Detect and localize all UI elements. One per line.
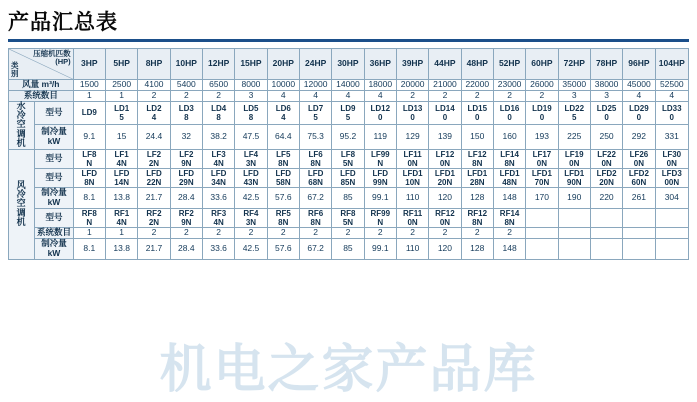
hp-column-header: 44HP	[429, 49, 461, 80]
model-cell: LF2 9N	[170, 149, 202, 168]
model-cell: LF1 4N	[105, 149, 137, 168]
table-cell	[590, 228, 622, 239]
model-cell: LF14 8N	[493, 149, 525, 168]
table-cell: 85	[332, 188, 364, 209]
hp-column-header: 52HP	[493, 49, 525, 80]
table-cell	[590, 239, 622, 260]
table-cell: 2	[429, 228, 461, 239]
model-cell: LF4 3N	[235, 149, 267, 168]
table-cell: 2	[138, 90, 170, 101]
model-cell	[558, 209, 590, 228]
model-cell: LF11 0N	[396, 149, 428, 168]
table-cell: 21000	[429, 80, 461, 91]
table-cell: 5400	[170, 80, 202, 91]
table-cell: 250	[590, 124, 622, 149]
model-cell: LD1 5	[105, 101, 137, 124]
model-cell: LF8 5N	[332, 149, 364, 168]
table-cell: 21.7	[138, 188, 170, 209]
model-cell: LD9 5	[332, 101, 364, 124]
row-label: 风量 m³/h	[9, 80, 74, 91]
table-cell: 38.2	[202, 124, 234, 149]
model-cell: LD29 0	[623, 101, 655, 124]
table-cell: 2	[461, 228, 493, 239]
model-cell: LD15 0	[461, 101, 493, 124]
model-cell: LF99 N	[364, 149, 396, 168]
table-cell: 2	[429, 90, 461, 101]
model-cell: RF12 0N	[429, 209, 461, 228]
table-cell: 52500	[655, 80, 688, 91]
table-cell: 3	[235, 90, 267, 101]
table-cell: 57.6	[267, 239, 299, 260]
table-cell: 13.8	[105, 239, 137, 260]
model-cell: LD9	[73, 101, 105, 124]
table-cell: 119	[364, 124, 396, 149]
table-cell: 2	[138, 228, 170, 239]
row-label: 系统数目	[9, 90, 74, 101]
table-cell: 2	[202, 228, 234, 239]
table-cell: 12000	[299, 80, 331, 91]
sub-row-label: 型号	[35, 101, 73, 124]
table-cell: 2	[170, 228, 202, 239]
model-cell: LFD1 20N	[429, 169, 461, 188]
table-cell: 9.1	[73, 124, 105, 149]
hp-column-header: 39HP	[396, 49, 428, 80]
model-cell: LFD1 48N	[493, 169, 525, 188]
table-cell: 67.2	[299, 188, 331, 209]
table-cell: 331	[655, 124, 688, 149]
corner-top-label: 压缩机匹数 (HP)	[33, 49, 71, 67]
table-cell	[526, 228, 558, 239]
table-cell: 33.6	[202, 239, 234, 260]
table-corner-header	[9, 49, 74, 80]
table-cell: 64.4	[267, 124, 299, 149]
table-cell: 99.1	[364, 239, 396, 260]
model-cell: LF12 0N	[429, 149, 461, 168]
model-cell: LF6 8N	[299, 149, 331, 168]
model-cell: RF12 8N	[461, 209, 493, 228]
model-cell: LFD2 20N	[590, 169, 622, 188]
table-cell: 32	[170, 124, 202, 149]
group-label: 水 冷 空 调 机	[9, 101, 35, 149]
sub-row-label: 制冷量 kW	[35, 124, 73, 149]
model-cell: RF14 8N	[493, 209, 525, 228]
model-cell	[623, 209, 655, 228]
table-cell: 15	[105, 124, 137, 149]
model-cell: LF22 0N	[590, 149, 622, 168]
hp-column-header: 78HP	[590, 49, 622, 80]
sub-row-label: 制冷量 kW	[35, 188, 73, 209]
table-cell	[655, 239, 688, 260]
model-cell	[590, 209, 622, 228]
table-cell: 160	[493, 124, 525, 149]
model-cell: RF99 N	[364, 209, 396, 228]
model-cell: RF4 3N	[235, 209, 267, 228]
hp-column-header: 3HP	[73, 49, 105, 80]
model-cell	[526, 209, 558, 228]
table-cell: 128	[461, 239, 493, 260]
model-cell: RF2 9N	[170, 209, 202, 228]
table-cell: 225	[558, 124, 590, 149]
table-cell: 2	[396, 90, 428, 101]
table-cell: 2	[364, 228, 396, 239]
hp-column-header: 96HP	[623, 49, 655, 80]
table-cell: 35000	[558, 80, 590, 91]
table-cell: 4	[267, 90, 299, 101]
model-cell: LFD3 00N	[655, 169, 688, 188]
model-cell: LD4 8	[202, 101, 234, 124]
group-label: 风 冷 空 调 机	[9, 149, 35, 259]
model-cell: LD5 8	[235, 101, 267, 124]
hp-column-header: 24HP	[299, 49, 331, 80]
model-cell: LF30 0N	[655, 149, 688, 168]
watermark: 机电之家产品库	[159, 341, 538, 399]
model-cell: LF3 4N	[202, 149, 234, 168]
table-cell: 292	[623, 124, 655, 149]
table-cell: 75.3	[299, 124, 331, 149]
table-cell: 1500	[73, 80, 105, 91]
sub-row-label: 型号	[35, 209, 73, 228]
model-cell: RF8 5N	[332, 209, 364, 228]
table-cell: 2	[267, 228, 299, 239]
model-cell: LD3 8	[170, 101, 202, 124]
table-cell: 85	[332, 239, 364, 260]
table-cell: 8.1	[73, 239, 105, 260]
model-cell: LD13 0	[396, 101, 428, 124]
table-cell: 3	[558, 90, 590, 101]
table-cell: 2	[526, 90, 558, 101]
model-cell: LFD 14N	[105, 169, 137, 188]
model-cell: LFD 99N	[364, 169, 396, 188]
table-cell: 2	[170, 90, 202, 101]
corner-bottom-label: 类 别	[11, 60, 19, 78]
table-cell: 1	[105, 90, 137, 101]
model-cell: LD33 0	[655, 101, 688, 124]
model-cell: LFD2 60N	[623, 169, 655, 188]
hp-column-header: 8HP	[138, 49, 170, 80]
table-cell: 2	[299, 228, 331, 239]
sub-row-label: 系统数目	[35, 228, 73, 239]
table-cell: 110	[396, 188, 428, 209]
model-cell: LFD1 28N	[461, 169, 493, 188]
table-cell: 1	[73, 90, 105, 101]
model-cell: LFD 68N	[299, 169, 331, 188]
hp-column-header: 72HP	[558, 49, 590, 80]
table-cell: 18000	[364, 80, 396, 91]
model-cell	[655, 209, 688, 228]
table-cell: 4	[299, 90, 331, 101]
model-cell: LF5 8N	[267, 149, 299, 168]
model-cell: LFD1 90N	[558, 169, 590, 188]
table-cell	[623, 239, 655, 260]
table-cell: 220	[590, 188, 622, 209]
model-cell: LFD 34N	[202, 169, 234, 188]
model-cell: LD19 0	[526, 101, 558, 124]
table-cell: 170	[526, 188, 558, 209]
table-cell: 38000	[590, 80, 622, 91]
table-cell	[558, 228, 590, 239]
table-cell: 8000	[235, 80, 267, 91]
hp-column-header: 48HP	[461, 49, 493, 80]
table-cell: 57.6	[267, 188, 299, 209]
table-cell: 22000	[461, 80, 493, 91]
table-cell: 24.4	[138, 124, 170, 149]
table-cell: 42.5	[235, 239, 267, 260]
table-cell: 190	[558, 188, 590, 209]
hp-column-header: 36HP	[364, 49, 396, 80]
model-cell: LF17 0N	[526, 149, 558, 168]
model-cell: LF8 N	[73, 149, 105, 168]
table-cell	[623, 228, 655, 239]
model-cell: LD12 0	[364, 101, 396, 124]
model-cell: LFD 29N	[170, 169, 202, 188]
model-cell: LFD 58N	[267, 169, 299, 188]
model-cell: LD16 0	[493, 101, 525, 124]
table-cell: 148	[493, 188, 525, 209]
table-cell: 8.1	[73, 188, 105, 209]
model-cell: RF1 4N	[105, 209, 137, 228]
table-cell: 193	[526, 124, 558, 149]
table-cell: 47.5	[235, 124, 267, 149]
model-cell: LFD1 10N	[396, 169, 428, 188]
model-cell: LD22 5	[558, 101, 590, 124]
model-cell: RF3 4N	[202, 209, 234, 228]
table-cell: 120	[429, 188, 461, 209]
hp-column-header: 20HP	[267, 49, 299, 80]
table-cell: 95.2	[332, 124, 364, 149]
model-cell: LF26 0N	[623, 149, 655, 168]
table-cell: 4100	[138, 80, 170, 91]
model-cell: RF5 8N	[267, 209, 299, 228]
model-cell: LD7 5	[299, 101, 331, 124]
table-cell: 148	[493, 239, 525, 260]
table-cell: 4	[364, 90, 396, 101]
model-cell: LFD 22N	[138, 169, 170, 188]
table-cell: 28.4	[170, 188, 202, 209]
table-cell: 261	[623, 188, 655, 209]
table-cell: 33.6	[202, 188, 234, 209]
table-cell: 23000	[493, 80, 525, 91]
hp-column-header: 12HP	[202, 49, 234, 80]
model-cell: LF12 8N	[461, 149, 493, 168]
table-cell	[655, 228, 688, 239]
model-cell: LF2 2N	[138, 149, 170, 168]
hp-column-header: 104HP	[655, 49, 688, 80]
hp-column-header: 10HP	[170, 49, 202, 80]
table-cell	[526, 239, 558, 260]
hp-column-header: 30HP	[332, 49, 364, 80]
table-cell: 1	[105, 228, 137, 239]
model-cell: LD6 4	[267, 101, 299, 124]
table-cell: 2	[396, 228, 428, 239]
table-cell: 110	[396, 239, 428, 260]
table-cell: 2	[493, 228, 525, 239]
model-cell: LFD 43N	[235, 169, 267, 188]
table-cell	[558, 239, 590, 260]
table-cell: 120	[429, 239, 461, 260]
sub-row-label: 型号	[35, 149, 73, 168]
hp-column-header: 60HP	[526, 49, 558, 80]
model-cell: LFD 8N	[73, 169, 105, 188]
table-cell: 1	[73, 228, 105, 239]
model-cell: RF11 0N	[396, 209, 428, 228]
hp-column-header: 15HP	[235, 49, 267, 80]
page-title: 产品汇总表	[8, 11, 118, 34]
table-cell: 21.7	[138, 239, 170, 260]
table-cell: 26000	[526, 80, 558, 91]
sub-row-label: 制冷量 kW	[35, 239, 73, 260]
table-cell: 4	[623, 90, 655, 101]
table-cell: 304	[655, 188, 688, 209]
table-cell: 2	[332, 228, 364, 239]
product-summary-table	[8, 48, 689, 260]
table-cell: 45000	[623, 80, 655, 91]
model-cell: LF19 0N	[558, 149, 590, 168]
table-cell: 28.4	[170, 239, 202, 260]
model-cell: RF8 N	[73, 209, 105, 228]
table-cell: 4	[655, 90, 688, 101]
table-cell: 2	[461, 90, 493, 101]
table-cell: 139	[429, 124, 461, 149]
model-cell: LD25 0	[590, 101, 622, 124]
table-cell: 6500	[202, 80, 234, 91]
sub-row-label: 型号	[35, 169, 73, 188]
table-cell: 129	[396, 124, 428, 149]
model-cell: RF2 2N	[138, 209, 170, 228]
title-underline	[8, 39, 689, 42]
hp-column-header: 5HP	[105, 49, 137, 80]
table-cell: 10000	[267, 80, 299, 91]
model-cell: LD14 0	[429, 101, 461, 124]
table-cell: 42.5	[235, 188, 267, 209]
table-cell: 14000	[332, 80, 364, 91]
model-cell: LFD 85N	[332, 169, 364, 188]
table-cell: 2500	[105, 80, 137, 91]
table-cell: 2	[235, 228, 267, 239]
model-cell: LD2 4	[138, 101, 170, 124]
table-cell: 4	[332, 90, 364, 101]
model-cell: LFD1 70N	[526, 169, 558, 188]
model-cell: RF6 8N	[299, 209, 331, 228]
table-cell: 67.2	[299, 239, 331, 260]
table-cell: 128	[461, 188, 493, 209]
table-cell: 99.1	[364, 188, 396, 209]
table-cell: 2	[493, 90, 525, 101]
table-cell: 13.8	[105, 188, 137, 209]
table-cell: 3	[590, 90, 622, 101]
table-cell: 2	[202, 90, 234, 101]
table-cell: 150	[461, 124, 493, 149]
table-cell: 20000	[396, 80, 428, 91]
